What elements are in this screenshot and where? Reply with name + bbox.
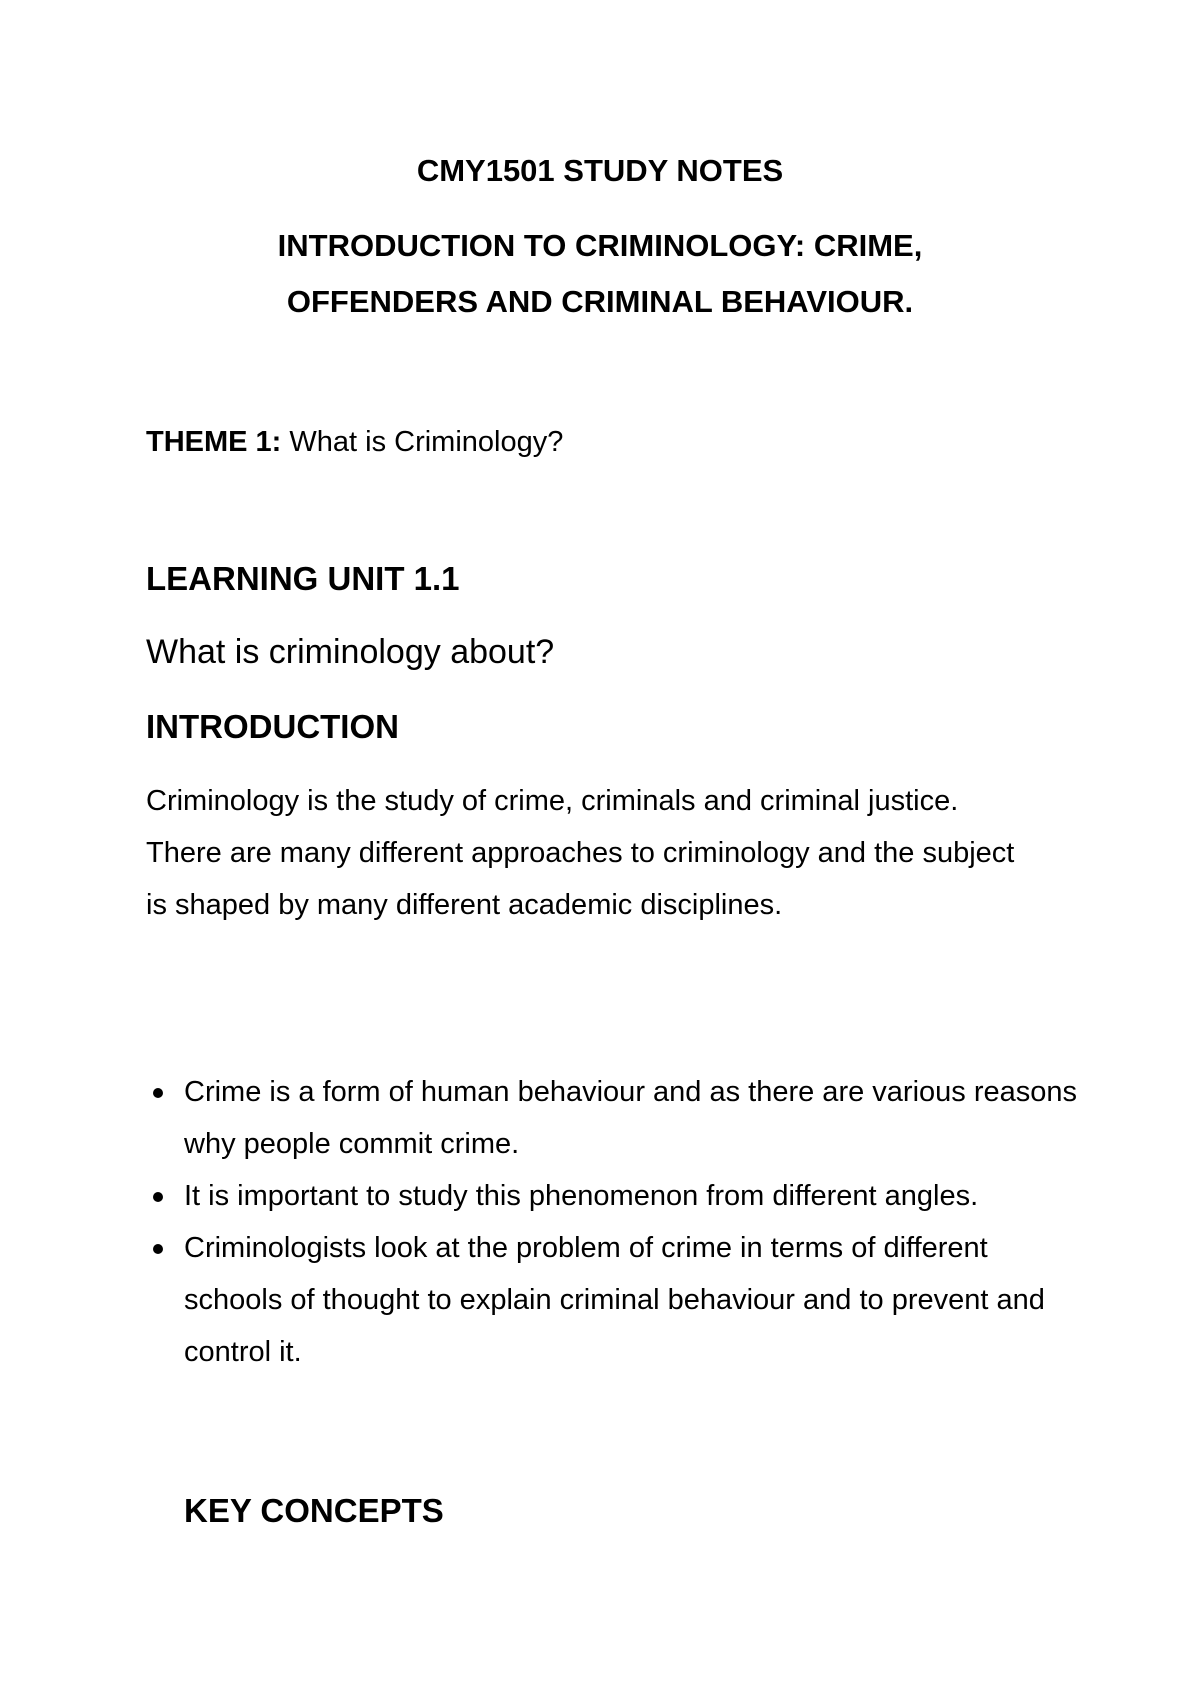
theme-line [146,426,563,459]
doc-title: CMY1501 STUDY NOTES [416,153,784,188]
unit-heading: LEARNING UNIT 1.1 [146,560,460,597]
doc-subtitle-2: OFFENDERS AND CRIMINAL BEHAVIOUR. [286,284,914,319]
intro-heading: INTRODUCTION [146,708,399,745]
doc-subtitle-1: INTRODUCTION TO CRIMINOLOGY: CRIME, [277,228,923,263]
intro-paragraph: Criminology is the study of crime, criminals and criminal justice. There are many different approaches to criminology and the subject is shaped by many different academic disciplines. [146,785,1015,921]
bullet-list [146,1066,1094,1378]
theme-text: What is Criminology? [281,426,564,458]
unit-question: What is criminology about? [146,633,555,671]
list-item: Crime is a form of human behaviour and as there are various reasons why people commit crime. [184,1066,1094,1170]
list-item: Criminologists look at the problem of crime in terms of different schools of thought to explain criminal behaviour and to prevent and control it. [184,1222,1094,1378]
theme-label: THEME 1: [146,426,282,458]
key-concepts-heading: KEY CONCEPTS [184,1492,444,1529]
list-item: It is important to study this phenomenon from different angles. [184,1170,1094,1222]
